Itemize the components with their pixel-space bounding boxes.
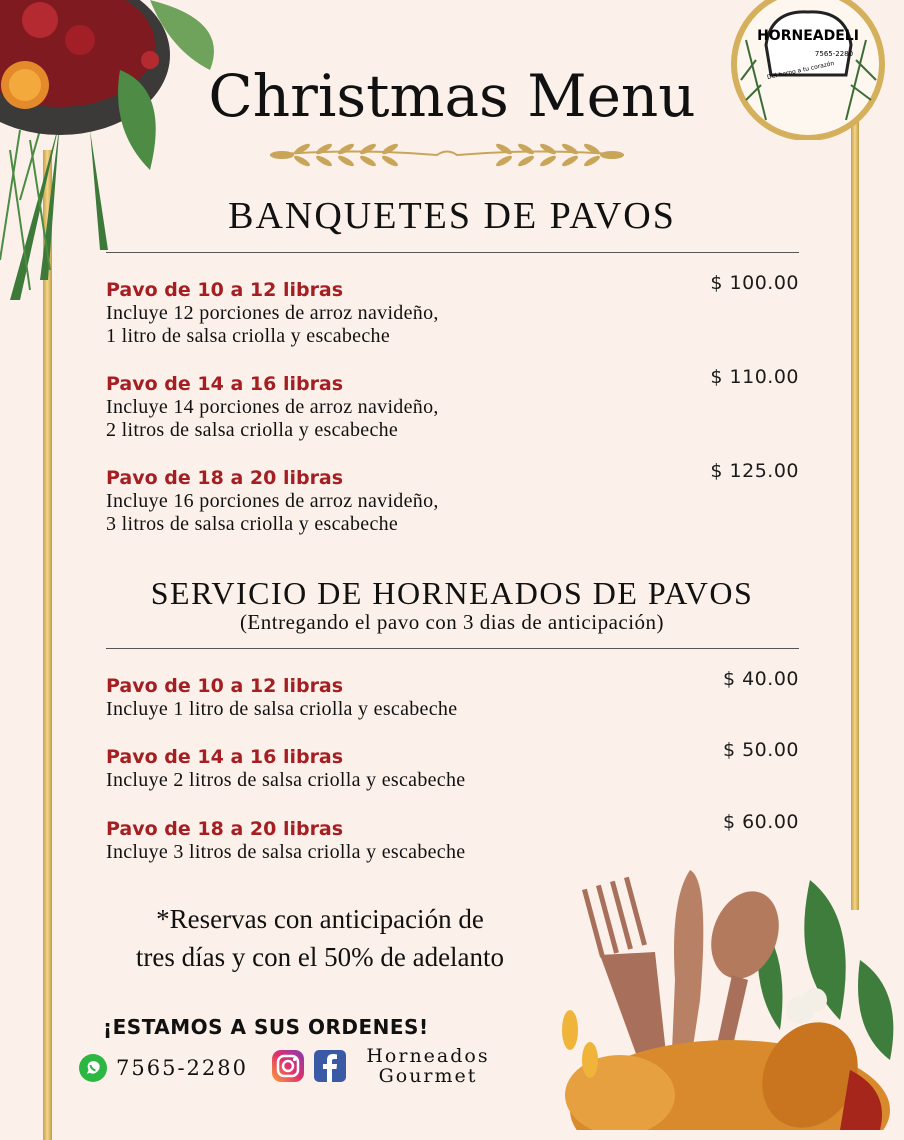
- menu-item: [106, 811, 799, 864]
- item-name: Pavo de 10 a 12 libras: [106, 279, 344, 301]
- whatsapp-icon[interactable]: [78, 1053, 108, 1083]
- menu-item: [106, 272, 799, 348]
- menu-item: [106, 668, 799, 721]
- menu-item: [106, 739, 799, 792]
- item-description: Incluye 14 porciones de arroz navideño,: [106, 396, 439, 418]
- logo-tagline-text: Del horno a tu corazón: [766, 59, 835, 82]
- item-description: Incluye 1 litro de salsa criolla y escabeche: [106, 698, 458, 720]
- section-title-banquetes: BANQUETES DE PAVOS: [228, 195, 676, 237]
- social-handle-line: Horneados: [366, 1045, 490, 1067]
- item-name: Pavo de 10 a 12 libras: [106, 675, 344, 697]
- cranberry-bowl-decoration: [0, 0, 240, 300]
- social-handle-line: Gourmet: [378, 1065, 478, 1087]
- menu-item: [106, 460, 799, 536]
- item-name: Pavo de 14 a 16 libras: [106, 746, 344, 768]
- orders-banner: ¡ESTAMOS A SUS ORDENES!: [103, 1015, 429, 1039]
- item-description: 3 litros de salsa criolla y escabeche: [106, 513, 399, 535]
- page-title: Christmas Menu: [208, 62, 696, 130]
- item-description: Incluye 3 litros de salsa criolla y escabeche: [106, 841, 466, 863]
- turkey-cutlery-decoration: [560, 860, 904, 1130]
- logo-phone-text: 7565-2280: [814, 50, 854, 58]
- section-subtitle: (Entregando el pavo con 3 dias de anticipación): [239, 610, 665, 634]
- note-line: tres días y con el 50% de adelanto: [135, 942, 505, 972]
- facebook-icon[interactable]: [312, 1048, 348, 1084]
- item-name: Pavo de 14 a 16 libras: [106, 373, 344, 395]
- divider: [106, 648, 799, 649]
- item-price: $ 125.00: [710, 460, 799, 482]
- item-price: $ 60.00: [722, 811, 799, 833]
- item-price: $ 100.00: [710, 272, 799, 294]
- social-handle[interactable]: [352, 1046, 504, 1086]
- phone-number[interactable]: 7565-2280: [116, 1056, 248, 1080]
- item-price: $ 40.00: [722, 668, 799, 690]
- item-description: 2 litros de salsa criolla y escabeche: [106, 419, 399, 441]
- divider: [106, 252, 799, 253]
- item-name: Pavo de 18 a 20 libras: [106, 818, 344, 840]
- item-price: $ 110.00: [710, 366, 799, 388]
- item-description: Incluye 16 porciones de arroz navideño,: [106, 490, 439, 512]
- phone-contact[interactable]: [78, 1052, 248, 1084]
- section-title-horneados: SERVICIO DE HORNEADOS DE PAVOS: [150, 575, 754, 611]
- gold-border-right: [851, 120, 859, 910]
- note-line: *Reservas con anticipación de: [156, 904, 484, 934]
- laurel-ornament: [262, 138, 632, 172]
- instagram-icon[interactable]: [270, 1048, 306, 1084]
- reservation-note: [70, 900, 570, 976]
- item-name: Pavo de 18 a 20 libras: [106, 467, 344, 489]
- logo-brand-text: HORNEADELI: [757, 28, 859, 44]
- menu-item: [106, 366, 799, 442]
- item-description: Incluye 2 litros de salsa criolla y escabeche: [106, 769, 466, 791]
- item-price: $ 50.00: [722, 739, 799, 761]
- item-description: Incluye 12 porciones de arroz navideño,: [106, 302, 439, 324]
- social-links: [270, 1048, 348, 1084]
- item-description: 1 litro de salsa criolla y escabeche: [106, 325, 391, 347]
